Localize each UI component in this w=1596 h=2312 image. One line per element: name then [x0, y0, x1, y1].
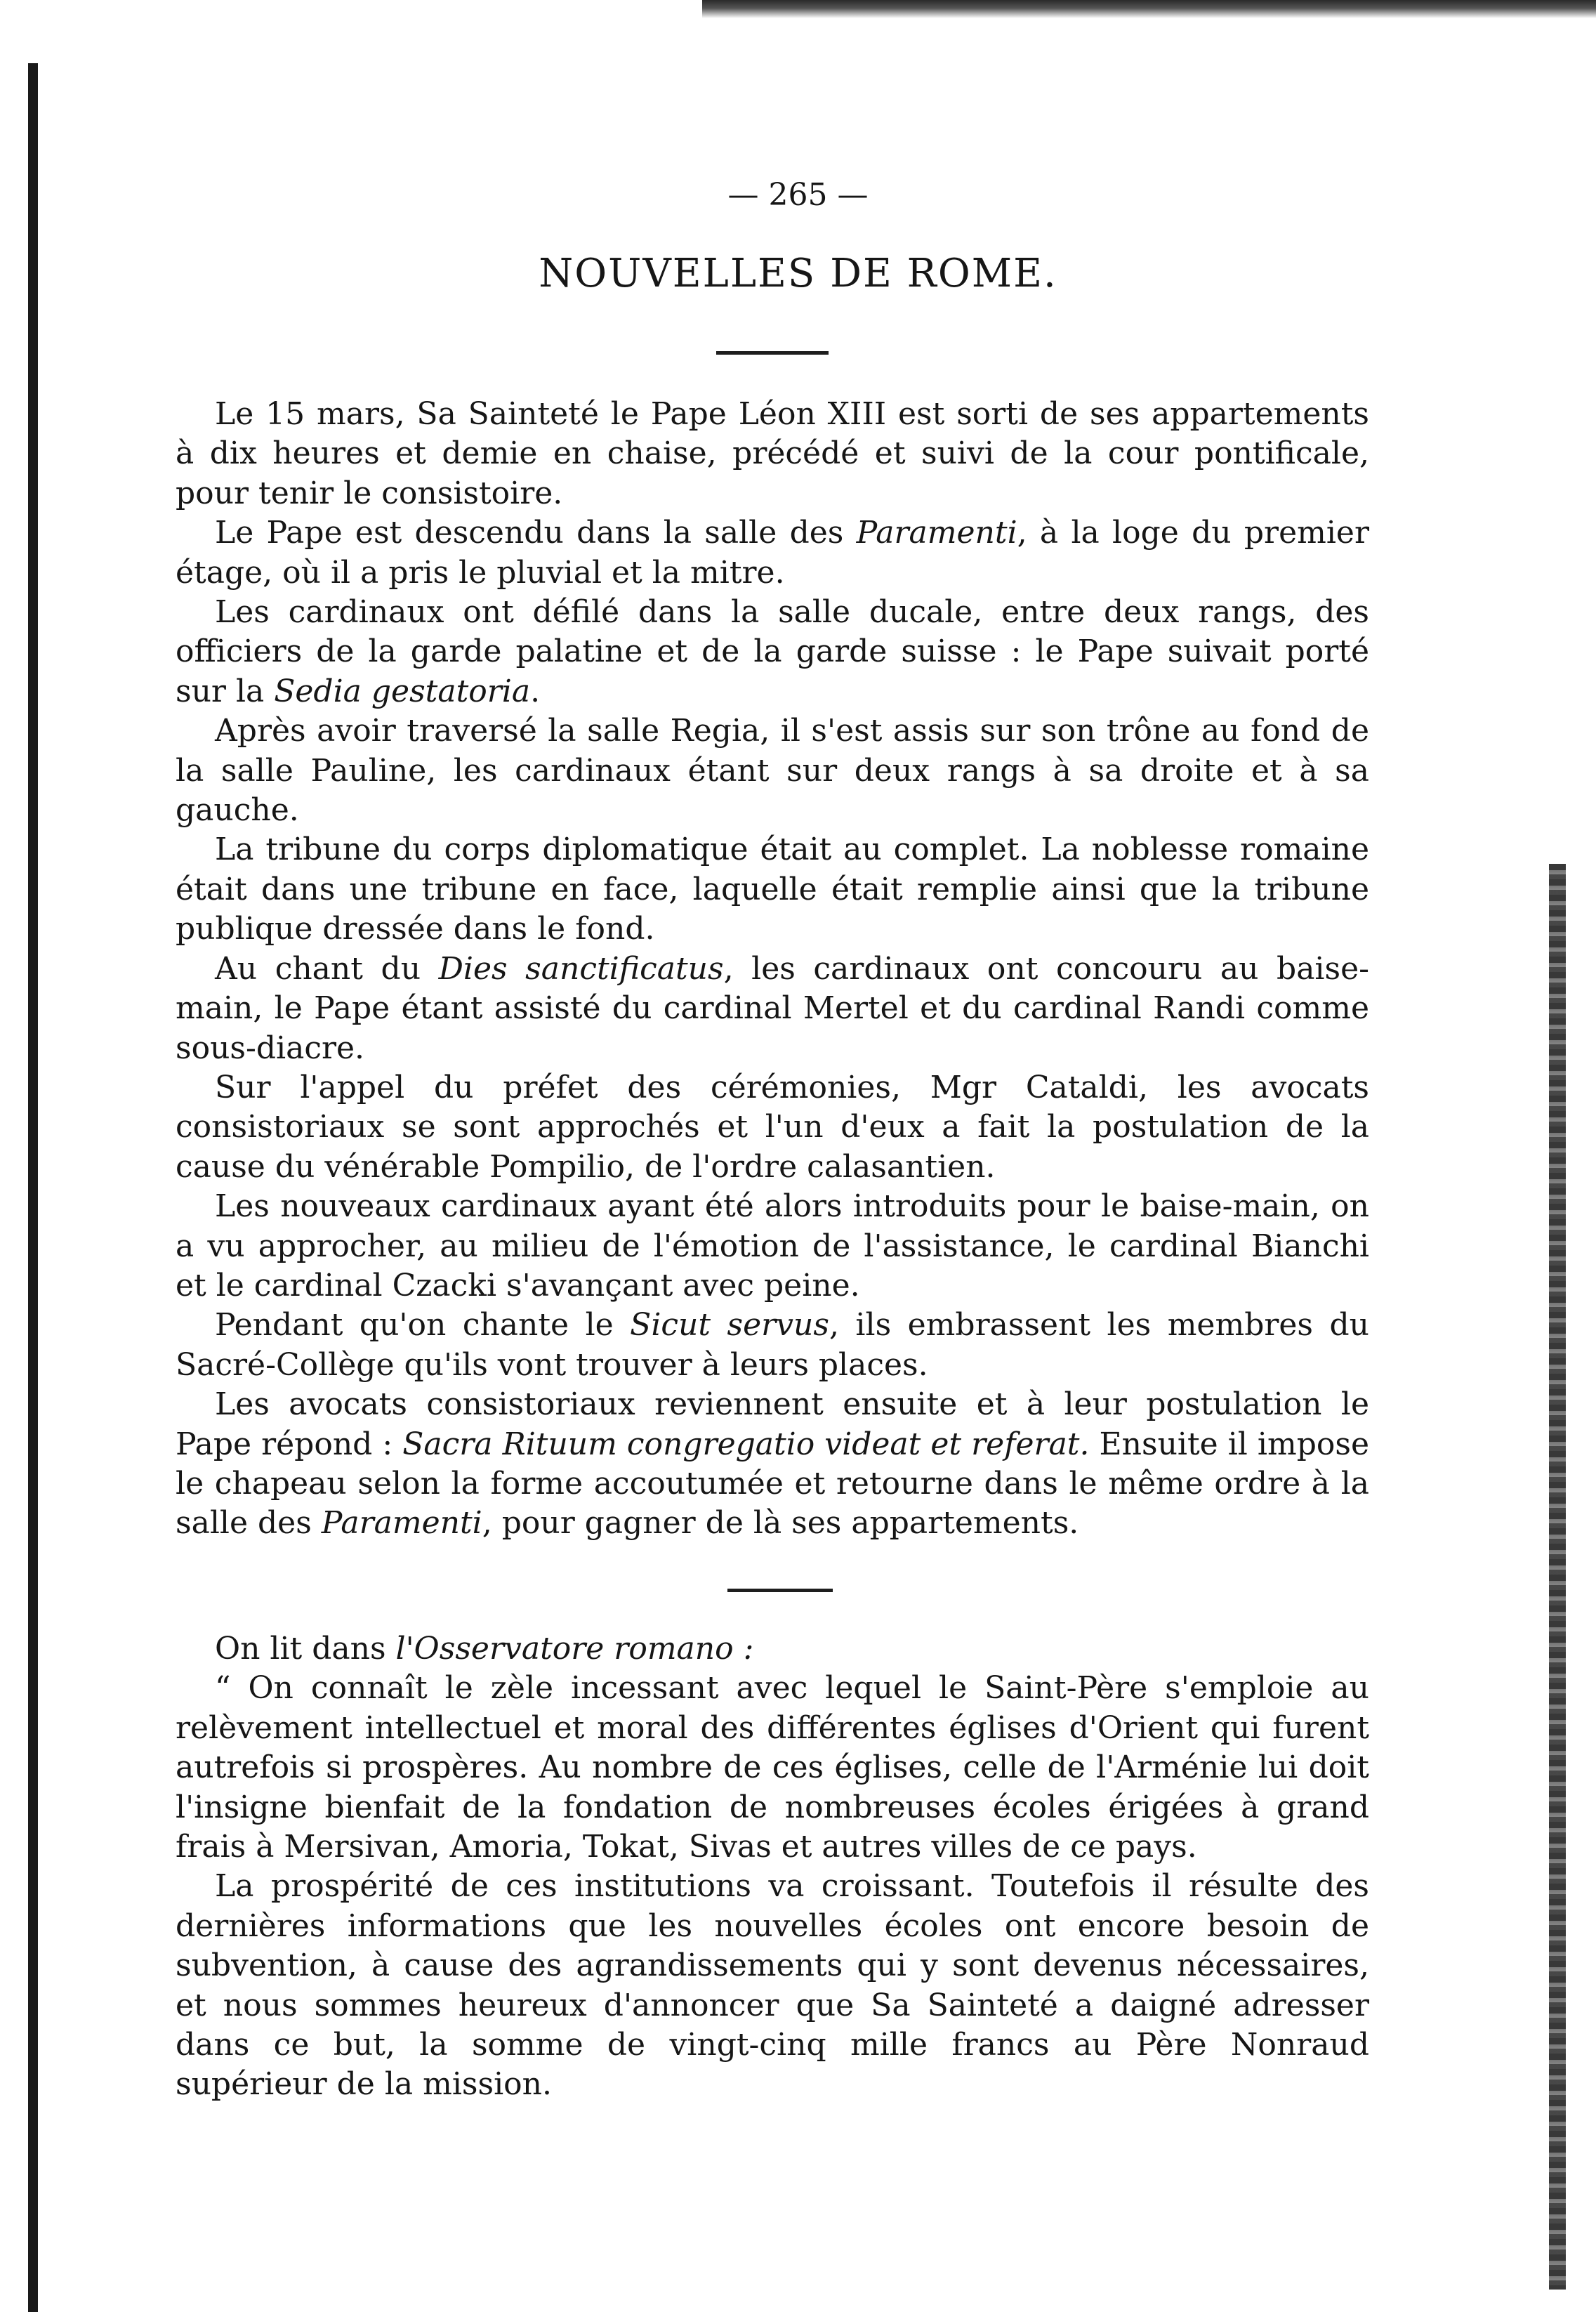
- page-title: NOUVELLES DE ROME.: [539, 251, 1057, 296]
- paragraph: Les nouveaux cardinaux ayant été alors introduits pour le baise-main, on a vu approcher, au milieu de l'émotion de l'assistance, le cardinal Bianchi et le cardinal Czacki s'avançant avec peine.: [176, 1188, 1369, 1303]
- paragraph: Au chant du Dies sanctificatus, les cardinaux ont concouru au baise-main, le Pape étant assisté du cardinal Mertel et du cardinal Randi comme sous-diacre.: [176, 950, 1369, 1066]
- paragraph: Après avoir traversé la salle Regia, il s'est assis sur son trône au fond de la salle Pauline, les cardinaux étant sur deux rangs à sa droite et à sa gauche.: [176, 713, 1369, 829]
- article-consistoire: [176, 395, 1369, 1544]
- paragraph: La prospérité de ces institutions va croissant. Toutefois il résulte des dernières informations que les nouvelles écoles ont encore besoin de subvention, à cause des agrandissements qui y sont devenus nécessaires, et nous sommes heureux d'annoncer que Sa Sainteté a daigné adresser dans ce but, la somme de vingt-cinq mille francs au Père Nonraud supérieur de la mission.: [176, 1868, 1369, 2103]
- paragraph: “ On connaît le zèle incessant avec lequel le Saint-Père s'emploie au relèvement intellectuel et moral des différentes églises d'Orient qui furent autrefois si prospères. Au nombre de ces églises, celle de l'Arménie lui doit l'insigne bienfait de la fondation de nombreuses écoles érigées à grand frais à Mersivan, Amoria, Tokat, Sivas et autres villes de ce pays.: [176, 1670, 1369, 1865]
- paragraph: La tribune du corps diplomatique était au complet. La noblesse romaine était dans une tribune en face, laquelle était remplie ainsi que la tribune publique dressée dans le fond.: [176, 832, 1369, 947]
- paragraph: Les avocats consistoriaux reviennent ensuite et à leur postulation le Pape répond : Sacra Rituum congregatio videat et referat. Ensuite il impose le chapeau selon la forme accoutumée et retourne dans le même ordre à la salle des Paramenti, pour gagner de là ses appartements.: [176, 1386, 1369, 1542]
- paragraph: Les cardinaux ont défilé dans la salle ducale, entre deux rangs, des officiers de la garde palatine et de la garde suisse : le Pape suivait porté sur la Sedia gestatoria.: [176, 594, 1369, 709]
- paragraph: Pendant qu'on chante le Sicut servus, ils embrassent les membres du Sacré-Collège qu'ils vont trouver à leurs places.: [176, 1307, 1369, 1383]
- article-osservatore: [176, 1629, 1369, 2105]
- paragraph: Le Pape est descendu dans la salle des Paramenti, à la loge du premier étage, où il a pris le pluvial et la mitre.: [176, 515, 1369, 591]
- scan-edge-left: [28, 63, 38, 2312]
- page-number: — 265 —: [727, 177, 869, 213]
- paragraph: Le 15 mars, Sa Sainteté le Pape Léon XIII est sorti de ses appartements à dix heures et demie en chaise, précédé et suivi de la cour pontificale, pour tenir le consistoire.: [176, 396, 1369, 511]
- separator-rule: [727, 1589, 833, 1592]
- scan-edge-top: [702, 0, 1596, 18]
- separator-rule: [716, 351, 829, 355]
- paragraph: Sur l'appel du préfet des cérémonies, Mgr Cataldi, les avocats consistoriaux se sont approchés et l'un d'eux a fait la postulation de la cause du vénérable Pompilio, de l'ordre calasantien.: [176, 1069, 1369, 1185]
- scan-edge-right: [1549, 864, 1566, 2290]
- article-intro: On lit dans l'Osservatore romano :: [215, 1631, 754, 1667]
